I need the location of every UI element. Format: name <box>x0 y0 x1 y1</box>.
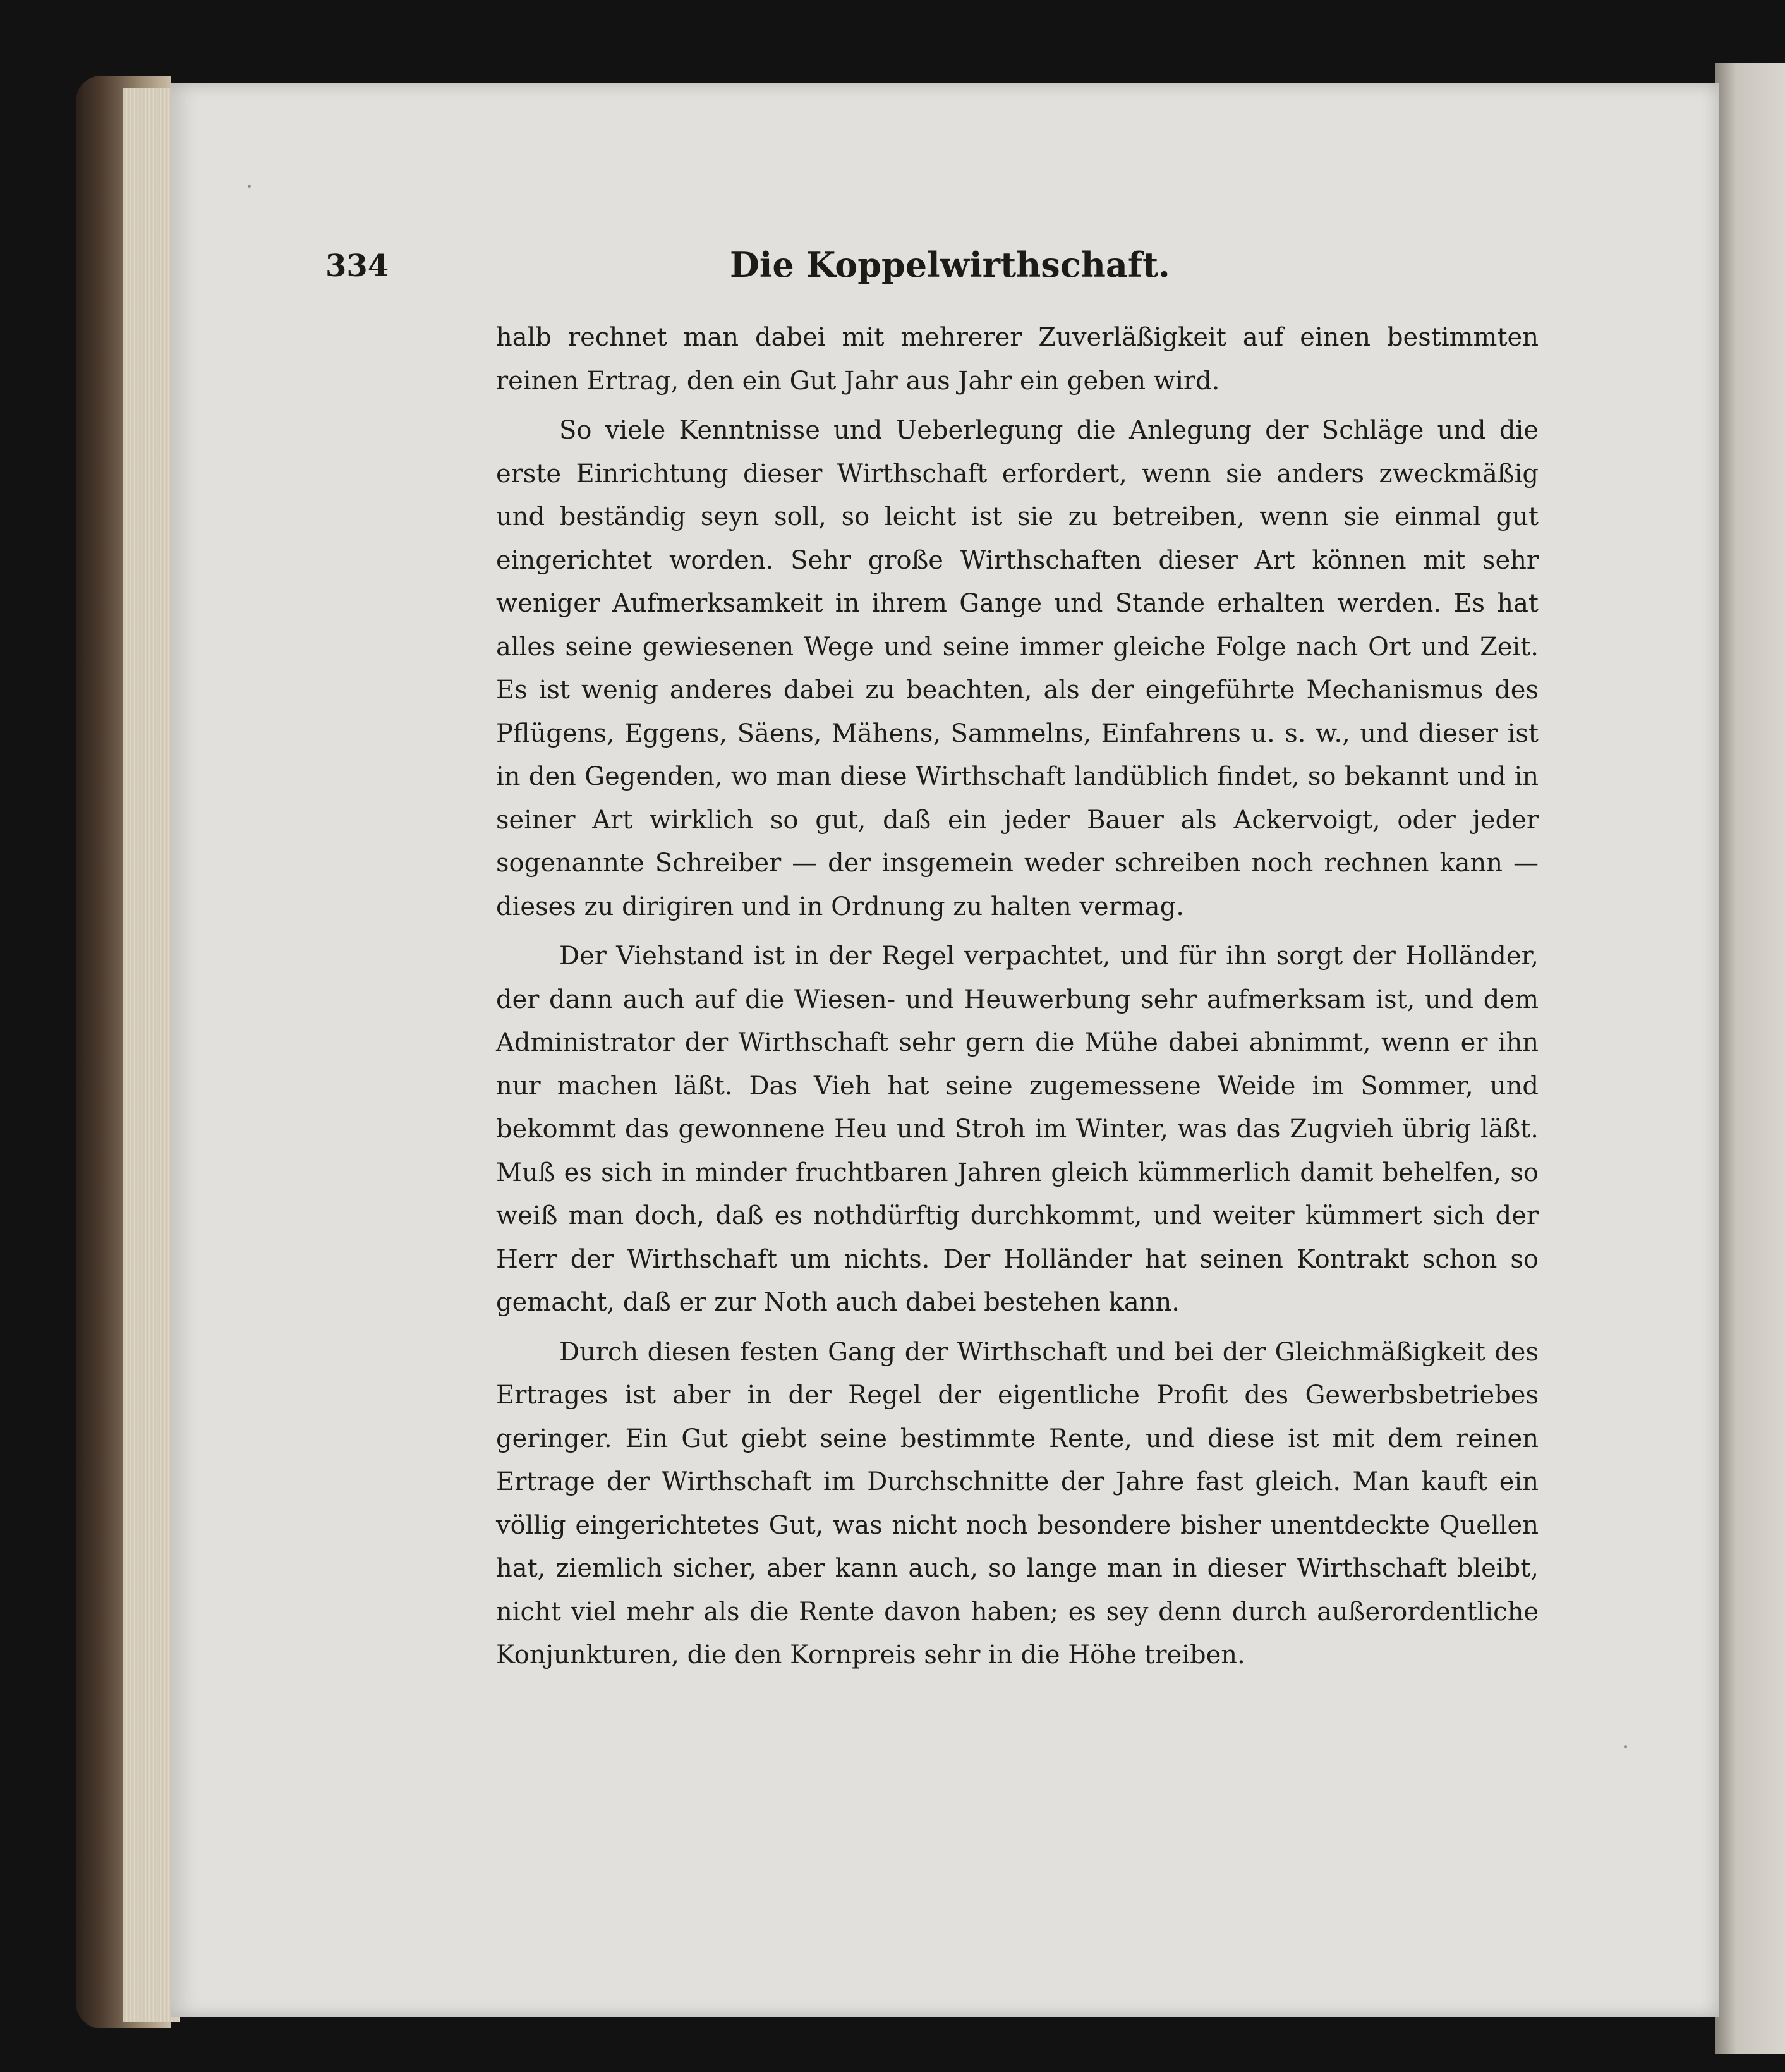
running-title: Die Koppelwirthschaft. <box>730 245 1170 285</box>
page-header <box>325 174 1532 285</box>
paragraph: So viele Kenntnisse und Ueberlegung die Anlegung der Schläge und die erste Einrichtung dieser Wirthschaft erfordert, wenn sie anders zweckmäßig und beständig seyn soll, so leicht ist sie zu betreiben, wenn sie einmal gut eingerichtet worden. Sehr große Wirthschaften dieser Art können mit sehr weniger Aufmerksamkeit in ihrem Gange und Stande erhalten werden. Es hat alles seine gewiesenen Wege und seine immer gleiche Folge nach Ort und Zeit. Es ist wenig anderes dabei zu beachten, als der eingeführte Mechanismus des Pflügens, Eggens, Säens, Mähens, Sammelns, Einfahrens u. s. w., und dieser ist in den Gegenden, wo man diese Wirthschaft landüblich findet, so bekannt und in seiner Art wirklich so gut, daß ein jeder Bauer als Ackervoigt, oder jeder sogenannte Schreiber — der insgemein weder schreiben noch rechnen kann — dieses zu dirigiren und in Ordnung zu halten vermag. <box>496 416 1539 921</box>
paragraph: Durch diesen festen Gang der Wirthschaft und bei der Gleichmäßigkeit des Ertrages ist aber in der Regel der eigentliche Profit des Gewerbsbetriebes geringer. Ein Gut giebt seine bestimmte Rente, und diese ist mit dem reinen Ertrage der Wirthschaft im Durchschnitte der Jahre fast gleich. Man kauft ein völlig eingerichtetes Gut, was nicht noch besondere bisher unentdeckte Quellen hat, ziemlich sicher, aber kann auch, so lange man in dieser Wirthschaft bleibt, nicht viel mehr als die Rente davon haben; es sey denn durch außerordentliche Konjunkturen, die den Kornpreis sehr in die Höhe treiben. <box>496 1337 1539 1669</box>
paragraph: Der Viehstand ist in der Regel verpachtet, und für ihn sorgt der Holländer, der dann auch auf die Wiesen- und Heuwerbung sehr aufmerksam ist, und dem Administrator der Wirthschaft sehr gern die Mühe dabei abnimmt, wenn er ihn nur machen läßt. Das Vieh hat seine zugemessene Weide im Sommer, und bekommt das gewonnene Heu und Stroh im Winter, was das Zugvieh übrig läßt. Muß es sich in minder fruchtbaren Jahren gleich kümmerlich damit behelfen, so weiß man doch, daß es nothdürftig durchkommt, und weiter kümmert sich der Herr der Wirthschaft um nichts. Der Holländer hat seinen Kontrakt schon so gemacht, daß er zur Noth auch dabei bestehen kann. <box>496 942 1539 1317</box>
page-number: 334 <box>325 248 389 284</box>
paper-speck <box>248 185 251 188</box>
paragraph-continued: halb rechnet man dabei mit mehrerer Zuverläßigkeit auf einen bestimmten reinen Ertrag, den ein Gut Jahr aus Jahr ein geben wird. <box>496 323 1539 396</box>
paper-speck <box>1624 1745 1627 1748</box>
facing-page-edge <box>1715 63 1785 2054</box>
body-text <box>496 316 1539 1677</box>
